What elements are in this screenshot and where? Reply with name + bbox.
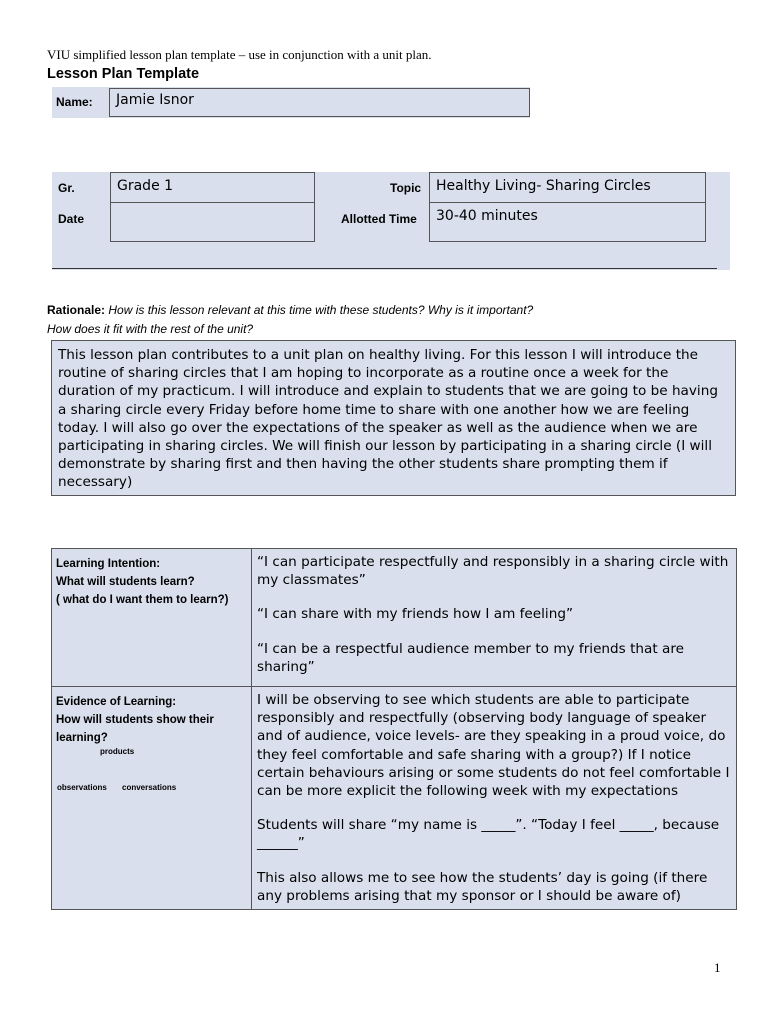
evidence-content-cell[interactable] bbox=[252, 687, 737, 910]
conversations-label: conversations bbox=[122, 783, 177, 792]
info-divider bbox=[52, 268, 717, 269]
learning-intention-question-1: What will students learn? bbox=[56, 576, 195, 588]
page-number: 1 bbox=[714, 960, 721, 975]
header-note: VIU simplified lesson plan template – use in conjunction with a unit plan. bbox=[47, 47, 432, 62]
learning-intention-heading: Learning Intention: bbox=[56, 558, 161, 570]
date-field[interactable] bbox=[110, 202, 315, 242]
evidence-row bbox=[52, 687, 737, 910]
topic-label: Topic bbox=[390, 181, 422, 195]
observations-label: observations bbox=[57, 783, 107, 792]
rationale-prompt bbox=[47, 303, 533, 317]
intention-statement: “I can participate respectfully and responsibly in a sharing circle with my classmates” bbox=[257, 554, 729, 589]
allotted-time-value: 30-40 minutes bbox=[436, 208, 538, 224]
topic-value: Healthy Living- Sharing Circles bbox=[436, 178, 651, 194]
learning-intention-row bbox=[52, 549, 737, 687]
document-title: Lesson Plan Template bbox=[47, 66, 200, 82]
evidence-paragraph: This also allows me to see how the students’ day is going (if there any problems arising that my sponsor or I should be aware of) bbox=[257, 869, 708, 904]
date-label: Date bbox=[58, 212, 85, 226]
rationale-question-1: How is this lesson relevant at this time with these students? Why is it important? bbox=[108, 303, 534, 317]
rationale-question-2: How does it fit with the rest of the unit? bbox=[47, 322, 254, 336]
evidence-header-cell bbox=[52, 687, 252, 910]
evidence-heading: Evidence of Learning: bbox=[56, 696, 177, 708]
learning-intention-question-2: ( what do I want them to learn?) bbox=[56, 594, 229, 606]
learning-intention-content-cell[interactable] bbox=[252, 549, 737, 687]
name-value: Jamie Isnor bbox=[116, 92, 194, 108]
name-label: Name: bbox=[56, 95, 93, 109]
products-label: products bbox=[100, 747, 135, 756]
intention-statement: “I can share with my friends how I am feeling” bbox=[257, 606, 573, 623]
grade-label: Gr. bbox=[58, 181, 75, 195]
evidence-paragraph: I will be observing to see which students are able to participate responsibly and respectfully (observing body language of speaker and of audience, voice levels- are they speaking in a proud voice, do they feel comfortable and safe sharing with a group?) If I notice certain behaviours arising or some students do not feel comfortable I can be more explicit the following week with my expectations bbox=[257, 692, 730, 800]
plan-table bbox=[51, 548, 737, 910]
intention-statement: “I can be a respectful audience member to my friends that are sharing” bbox=[257, 640, 684, 675]
rationale-text-box[interactable]: This lesson plan contributes to a unit plan on healthy living. For this lesson I will introduce the routine of sharing circles that I am hoping to incorporate as a routine once a week for the duration of my practicum. I will introduce and explain to students that we are going to be having a sharing circle every Friday before home time to share with one another how we are feeling today. I will also go over the expectations of the speaker as well as the audience when we are participating in sharing circles. We will finish our lesson by participating in a sharing circle (I will demonstrate by sharing first and then having the other students share prompting them if necessary) bbox=[51, 340, 736, 496]
evidence-question: How will students show their learning? bbox=[56, 714, 214, 744]
rationale-label: Rationale: bbox=[47, 303, 106, 317]
grade-value: Grade 1 bbox=[117, 178, 174, 194]
learning-intention-header-cell bbox=[52, 549, 252, 687]
evidence-paragraph: Students will share “my name is _____”. “Today I feel _____, because ______” bbox=[257, 817, 720, 852]
allotted-time-label: Allotted Time bbox=[341, 212, 417, 226]
